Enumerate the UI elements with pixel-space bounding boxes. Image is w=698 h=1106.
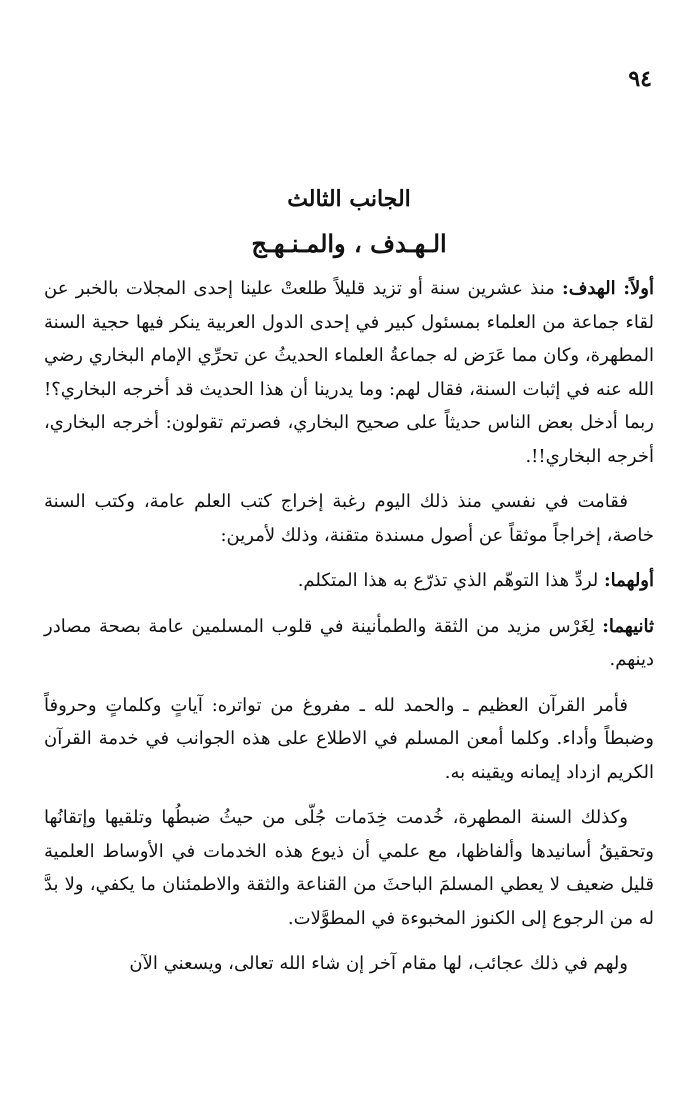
paragraph-text: فأمر القرآن العظيم ـ والحمد لله ـ مفروغ من تواتره: آياتٍ وكلماتٍ وحروفاً وضبطاً وأداء. وكلما أمعن المسلم في الاطلاع على هذه الجوانب في خدمة القرآن الكريم ازداد إيمانه ويقينه به. bbox=[44, 694, 654, 783]
paragraph-resolve bbox=[44, 485, 654, 552]
section-title: الـهـدف ، والمـنـهـج bbox=[251, 229, 447, 258]
paragraph-first-reason bbox=[44, 564, 654, 598]
paragraph-text: لِغَرْس مزيد من الثقة والطمأنينة في قلوب المسلمين عامة بصحة مصادر دينهم. bbox=[44, 615, 654, 670]
paragraph-text: لردِّ هذا التوهّم الذي تذرّع به هذا المتكلم. bbox=[297, 570, 599, 591]
paragraph-goal bbox=[44, 272, 654, 473]
body-text bbox=[44, 272, 654, 993]
paragraph-sunnah bbox=[44, 801, 654, 935]
paragraph-text: منذ عشرين سنة أو تزيد قليلاً طلعتْ علينا إحدى المجلات بالخبر عن لقاء جماعة من العلماء بمسئول كبير في إحدى الدول العربية ينكر فيها حجية السنة المطهرة، وكان مما عَرَض له جماعةُ العلماء الحديثُ عن تحرِّي الإمام البخاري رضي الله عنه في إثبات السنة، فقال لهم: وما يدرينا أن هذا الحديث قد أخرجه البخاري؟! ربما أدخل بعض الناس حديثاً على صحيح البخاري، فصرتم تقولون: أخرجه البخاري، أخرجه البخاري!!. bbox=[44, 278, 654, 467]
page-number: ٩٤ bbox=[628, 66, 652, 92]
paragraph-lead: أولهما: bbox=[603, 570, 654, 591]
paragraph-text: فقامت في نفسي منذ ذلك اليوم رغبة إخراج كتب العلم عامة، وكتب السنة خاصة، إخراجاً موثقاً عن أصول مسندة متقنة، وذلك لأمرين: bbox=[44, 491, 654, 546]
chapter-title: الجانب الثالث bbox=[287, 186, 411, 212]
paragraph-lead: أولاً: الهدف: bbox=[562, 278, 654, 299]
paragraph-text: ولهم في ذلك عجائب، لها مقام آخر إن شاء الله تعالى، ويسعني الآن bbox=[129, 953, 628, 974]
paragraph-lead: ثانيهما: bbox=[602, 615, 655, 637]
paragraph-second-reason bbox=[44, 610, 654, 677]
paragraph-quran bbox=[44, 689, 654, 790]
paragraph-closing bbox=[44, 947, 654, 981]
paragraph-text: وكذلك السنة المطهرة، خُدمت خِدَمات جُلّى من حيثُ ضبطُها وتلقيها وإتقانُها وتحقيقُ أسانيدها وألفاظها، مع علمي أن ذيوع هذه الخدمات في الأوساط العلمية قليل ضعيف لا يعطي المسلمَ الباحثَ من القناعة والثقة والاطمئنان ما يكفي، ولا بدَّ له من الرجوع إلى الكنوز المخبوءة في المطوَّلات. bbox=[44, 807, 654, 929]
